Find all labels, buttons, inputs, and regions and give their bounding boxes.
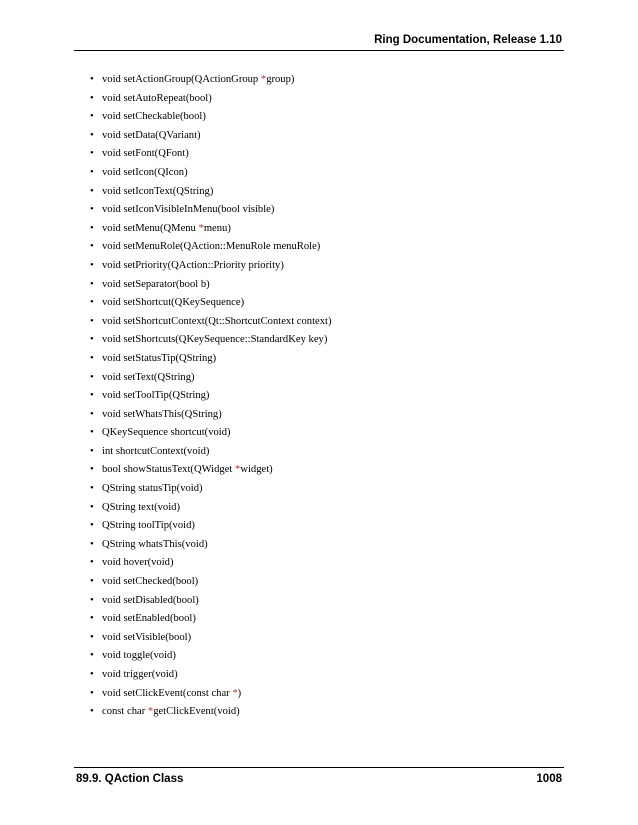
method-signature-text: void setEnabled(bool) (102, 613, 196, 625)
bullet-icon: • (90, 706, 94, 718)
list-item (90, 554, 332, 573)
method-signature-text: bool showStatusText(QWidget (102, 464, 236, 476)
list-item (90, 71, 332, 90)
method-signature-text: void setIcon(QIcon) (102, 166, 188, 178)
method-signature-text: void setVisible(bool) (102, 631, 192, 643)
bullet-icon: • (90, 74, 94, 85)
method-signature-text: void toggle(void) (102, 650, 176, 662)
list-item (90, 276, 332, 295)
bullet-icon: • (90, 520, 94, 532)
method-signature-text: void setShortcut(QKeySequence) (102, 297, 245, 309)
bullet-icon: • (90, 222, 94, 234)
list-item (90, 443, 332, 462)
method-signature-text-after: ) (237, 687, 242, 699)
bullet-icon: • (90, 427, 94, 439)
list-item (90, 387, 332, 406)
bullet-icon: • (90, 352, 94, 364)
method-signature-text: void setShortcuts(QKeySequence::StandardKey key) (102, 334, 328, 346)
pointer-star: * (260, 74, 267, 85)
pointer-star: * (147, 706, 154, 718)
list-item (90, 313, 332, 332)
method-signature-text: QString text(void) (102, 501, 180, 513)
bullet-icon: • (90, 631, 94, 643)
method-signature-text: void setDisabled(bool) (102, 594, 199, 606)
list-item (90, 647, 332, 666)
bullet-icon: • (90, 576, 94, 588)
list-item (90, 685, 332, 704)
bullet-icon: • (90, 204, 94, 216)
bullet-icon: • (90, 259, 94, 271)
list-item (90, 108, 332, 127)
method-signature-text: void setMenu(QMenu (102, 222, 199, 234)
method-signature-text: void setIconText(QString) (102, 185, 214, 197)
bullet-icon: • (90, 557, 94, 569)
page-footer (74, 767, 564, 788)
method-signature-text: void setMenuRole(QAction::MenuRole menuRole) (102, 241, 321, 253)
method-signature-text: const char (102, 706, 148, 718)
method-signature-text: QKeySequence shortcut(void) (102, 427, 231, 439)
bullet-icon: • (90, 650, 94, 662)
method-signature-text-after: getClickEvent(void) (153, 706, 240, 718)
method-signature-text: QString toolTip(void) (102, 520, 195, 532)
method-signature-text: void setChecked(bool) (102, 576, 199, 588)
list-item (90, 461, 332, 480)
bullet-icon: • (90, 315, 94, 327)
method-signature-text: void setSeparator(bool b) (102, 278, 210, 290)
method-signature-text: void setIconVisibleInMenu(bool visible) (102, 204, 275, 216)
method-signature-text: void setToolTip(QString) (102, 390, 210, 402)
list-item (90, 517, 332, 536)
list-item (90, 164, 332, 183)
list-item (90, 406, 332, 425)
list-item (90, 294, 332, 313)
list-item (90, 238, 332, 257)
method-signature-text: QString statusTip(void) (102, 483, 203, 495)
bullet-icon: • (90, 111, 94, 123)
method-signature-text: void setActionGroup(QActionGroup (102, 74, 261, 85)
list-item (90, 536, 332, 555)
bullet-icon: • (90, 669, 94, 680)
method-signature-text: void hover(void) (102, 557, 174, 569)
list-item (90, 480, 332, 499)
method-signature-text: void setData(QVariant) (102, 129, 201, 141)
method-signature-text-after: menu) (203, 222, 231, 234)
list-item (90, 703, 332, 722)
method-list (90, 71, 332, 722)
list-item (90, 145, 332, 164)
bullet-icon: • (90, 464, 94, 476)
list-item (90, 90, 332, 109)
list-item (90, 257, 332, 276)
method-signature-text-after: group) (266, 74, 295, 85)
list-item (90, 369, 332, 388)
pointer-star: * (232, 687, 238, 699)
list-item (90, 424, 332, 443)
page-header-title: Ring Documentation, Release 1.10 (374, 34, 562, 46)
bullet-icon: • (90, 92, 94, 104)
list-item (90, 573, 332, 592)
method-signature-text: void setCheckable(bool) (102, 111, 206, 123)
method-signature-text: void setShortcutContext(Qt::ShortcutContext context) (102, 315, 332, 327)
method-signature-text: void trigger(void) (102, 669, 178, 680)
pointer-star: * (235, 464, 241, 476)
method-signature-text: void setText(QString) (102, 371, 195, 383)
method-signature-text: void setPriority(QAction::Priority priority) (102, 259, 284, 271)
list-item (90, 331, 332, 350)
list-item (90, 350, 332, 369)
bullet-icon: • (90, 241, 94, 253)
list-item (90, 629, 332, 648)
bullet-icon: • (90, 445, 94, 457)
list-item (90, 592, 332, 611)
list-item (90, 220, 332, 239)
method-signature-text: void setWhatsThis(QString) (102, 408, 222, 420)
method-signature-text: int shortcutContext(void) (102, 445, 210, 457)
bullet-icon: • (90, 594, 94, 606)
method-signature-text: void setClickEvent(const char (102, 687, 233, 699)
bullet-icon: • (90, 185, 94, 197)
list-item (90, 499, 332, 518)
bullet-icon: • (90, 278, 94, 290)
method-signature-text-after: widget) (240, 464, 273, 476)
method-signature-text: QString whatsThis(void) (102, 538, 208, 550)
list-item (90, 127, 332, 146)
bullet-icon: • (90, 687, 94, 699)
method-signature-text: void setAutoRepeat(bool) (102, 92, 212, 104)
bullet-icon: • (90, 538, 94, 550)
pointer-star: * (198, 222, 204, 234)
bullet-icon: • (90, 148, 94, 160)
bullet-icon: • (90, 501, 94, 513)
method-signature-text: void setFont(QFont) (102, 148, 189, 160)
footer-section-title: 89.9. QAction Class (76, 773, 184, 785)
list-item (90, 610, 332, 629)
list-item (90, 666, 332, 685)
bullet-icon: • (90, 166, 94, 178)
page-header (74, 32, 564, 51)
bullet-icon: • (90, 390, 94, 402)
list-item (90, 183, 332, 202)
bullet-icon: • (90, 297, 94, 309)
method-signature-text: void setStatusTip(QString) (102, 352, 217, 364)
bullet-icon: • (90, 371, 94, 383)
list-item (90, 201, 332, 220)
bullet-icon: • (90, 129, 94, 141)
bullet-icon: • (90, 613, 94, 625)
bullet-icon: • (90, 334, 94, 346)
bullet-icon: • (90, 408, 94, 420)
footer-page-number: 1008 (536, 773, 562, 785)
bullet-icon: • (90, 483, 94, 495)
